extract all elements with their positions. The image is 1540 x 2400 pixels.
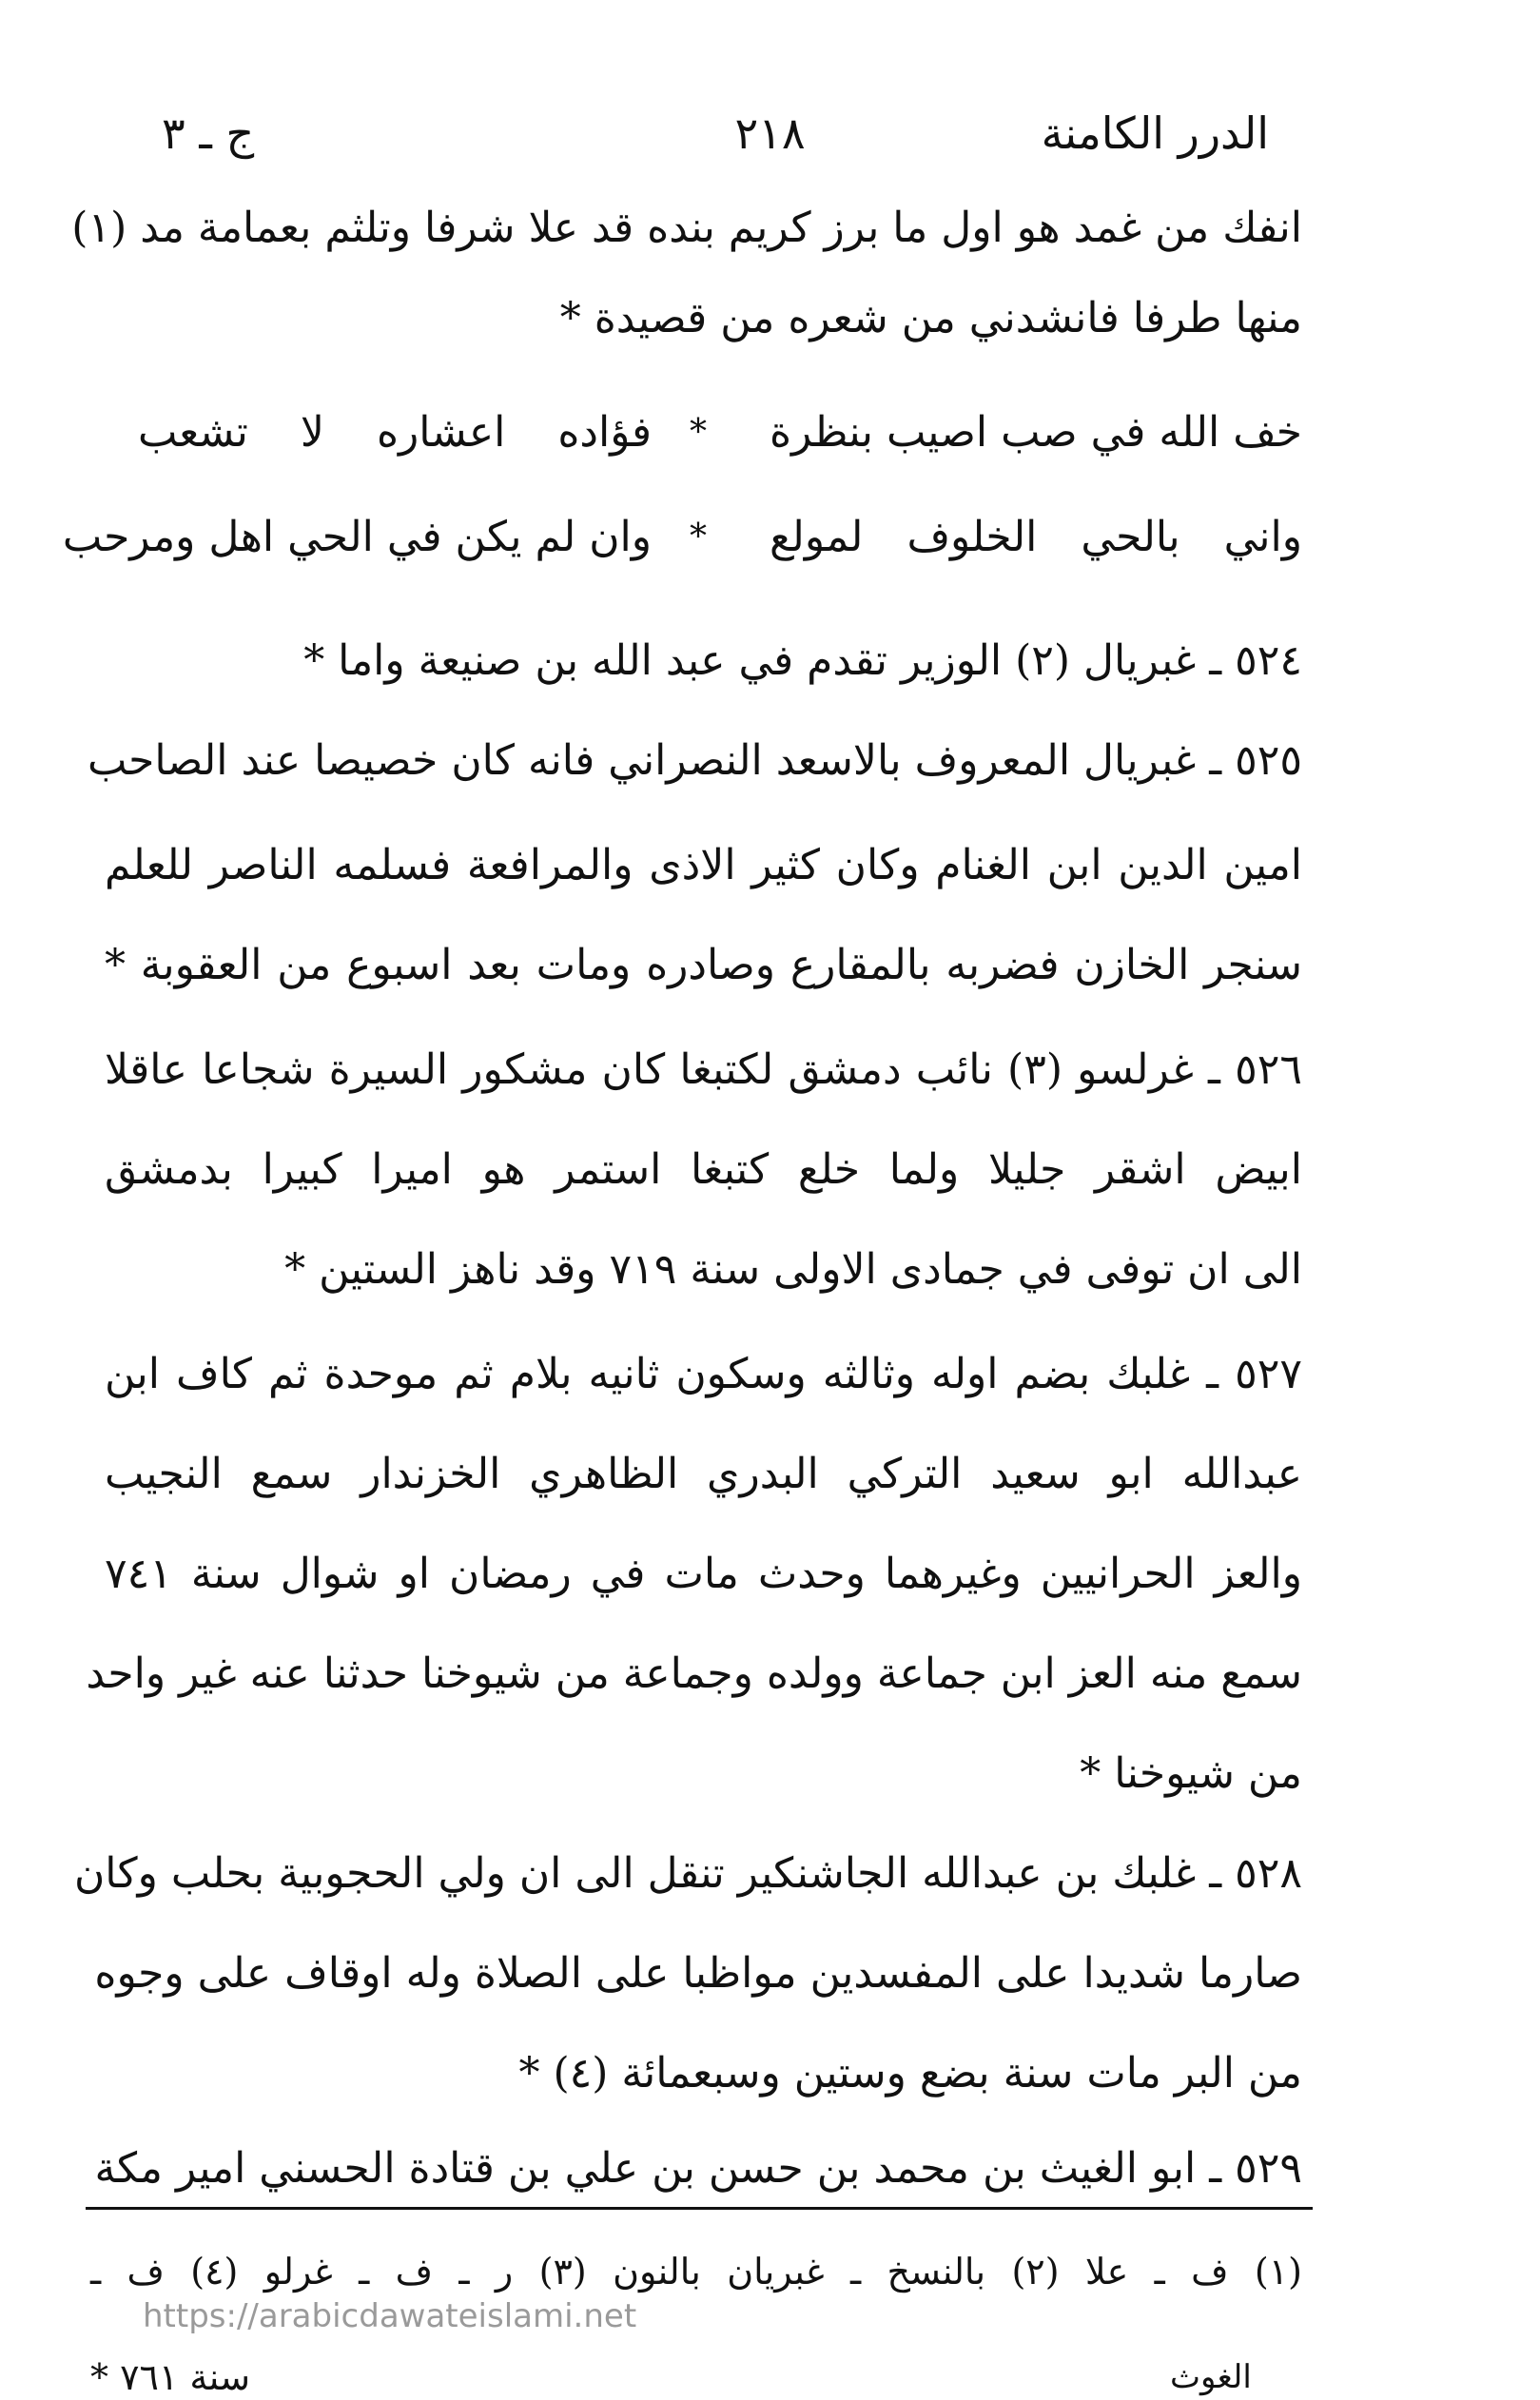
entry-line: ٥٢٥ ـ غبريال المعروف بالاسعد النصراني فانه كان خصيصا عند الصاحب [87, 736, 1302, 785]
text-line: الى ان توفى في جمادى الاولى سنة ٧١٩ وقد ناهز الستين * [284, 1245, 1302, 1294]
entry-line: ٥٢٤ ـ غبريال (٢) الوزير تقدم في عبد الله بن صنيعة واما * [303, 636, 1302, 685]
verse-hemistich-second: فؤاده اعشاره لا تشعب [138, 408, 652, 457]
verse-hemistich-second: وان لم يكن في الحي اهل ومرحب [62, 513, 652, 561]
entry-line: ٥٢٦ ـ غرلسو (٣) نائب دمشق لكتبغا كان مشكور السيرة شجاعا عاقلا [105, 1045, 1302, 1094]
footnote-divider [86, 2207, 1313, 2210]
watermark-url: https://arabicdawateislami.net [143, 2297, 637, 2335]
page-number: ٢١٨ [734, 107, 806, 159]
running-title: الدرر الكامنة [1041, 107, 1269, 159]
catchword: الغوث [1170, 2358, 1252, 2396]
entry-line: ٥٢٨ ـ غلبك بن عبدالله الجاشنكير تنقل الى ان ولي الحجوبية بحلب وكان [73, 1849, 1302, 1898]
entry-line: ٥٢٩ ـ ابو الغيث بن محمد بن حسن بن علي بن قتادة الحسني امير مكة [94, 2144, 1302, 2193]
text-line: انفك من غمد هو اول ما برز كريم بنده قد علا شرفا وتلثم بعمامة مد (١) [71, 204, 1302, 252]
text-line: من شيوخنا * [1080, 1749, 1302, 1798]
text-line: صارما شديدا على المفسدين مواظبا على الصلاة وله اوقاف على وجوه [94, 1949, 1302, 1998]
text-line: سمع منه العز ابن جماعة وولده وجماعة من شيوخنا حدثنا عنه غير واحد [86, 1649, 1302, 1698]
text-line: عبدالله ابو سعيد التركي البدري الظاهري الخزندار سمع النجيب [105, 1450, 1302, 1498]
verse-hemistich-first: واني بالحي الخلوف لمولع [770, 513, 1302, 561]
footnotes-line: (١) ف ـ علا (٢) بالنسخ ـ غبريان بالنون (٣) ر ـ ف ـ غرلو (٤) ف ـ [90, 2251, 1302, 2293]
text-line: امين الدين ابن الغنام وكان كثير الاذى والمرافعة فسلمه الناصر للعلم [105, 841, 1302, 889]
verse-separator: * [690, 413, 707, 452]
volume-label: ج ـ ٣ [162, 107, 255, 159]
verse-hemistich-first: خف الله في صب اصيب بنظرة [770, 408, 1302, 457]
text-line: من البر مات سنة بضع وستين وسبعمائة (٤) * [518, 2049, 1302, 2098]
entry-line: ٥٢٧ ـ غلبك بضم اوله وثالثه وسكون ثانيه بلام ثم موحدة ثم كاف ابن [105, 1350, 1302, 1398]
text-line: والعز الحرانيين وغيرهما وحدث مات في رمضان او شوال سنة ٧٤١ [105, 1550, 1302, 1598]
verse-separator: * [690, 517, 707, 556]
text-line: سنجر الخازن فضربه بالمقارع وصادره ومات بعد اسبوع من العقوبة * [105, 941, 1302, 989]
text-line: ابيض اشقر جليلا ولما خلع كتبغا استمر هو اميرا كبيرا بدمشق [105, 1145, 1302, 1194]
footnote-continuation: سنة ٧٦١ * [90, 2356, 251, 2398]
text-line: منها طرفا فانشدني من شعره من قصيدة * [559, 294, 1302, 342]
